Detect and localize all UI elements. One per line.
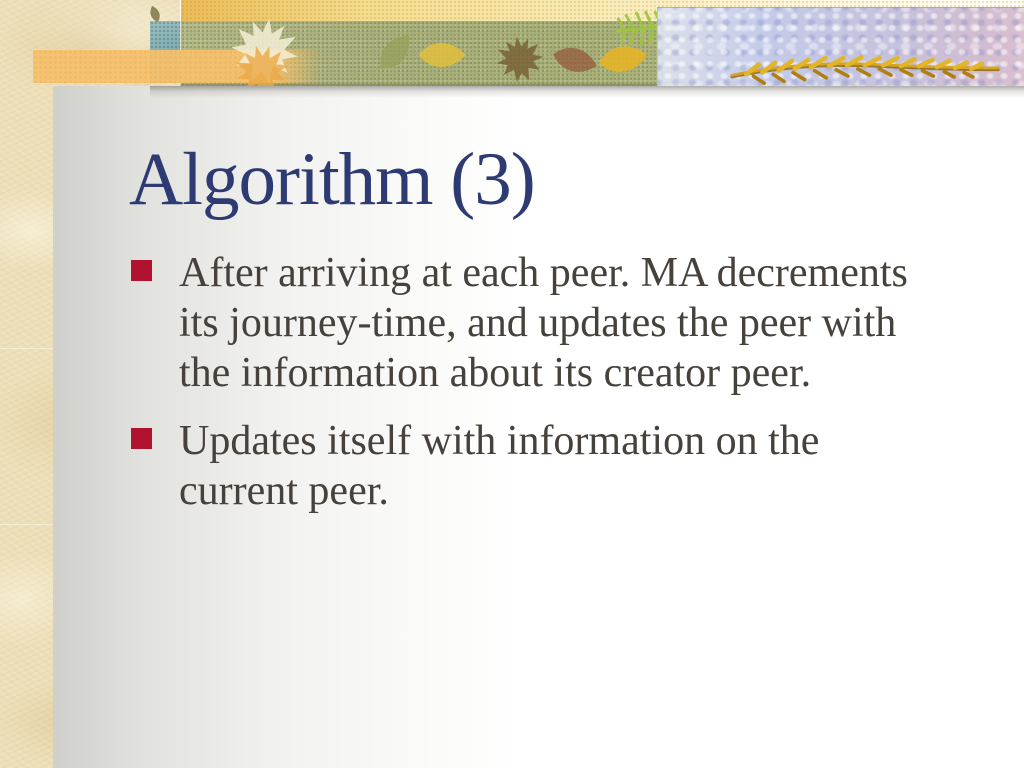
bullet-list	[131, 248, 943, 516]
header-drop-shadow	[150, 86, 1024, 98]
bullet-text: Updates itself with information on the current peer.	[179, 418, 820, 514]
texture-seam	[0, 524, 53, 525]
bullet-item	[131, 416, 943, 516]
slide-title: Algorithm (3)	[129, 138, 535, 221]
bullet-square-icon	[131, 260, 152, 281]
golden-wheat-branch-icon	[712, 50, 1018, 86]
texture-seam	[0, 348, 53, 349]
bullet-text: After arriving at each peer. MA decrements its journey-time, and updates the peer with the information about its creator peer.	[179, 250, 908, 396]
bullet-square-icon	[131, 428, 152, 449]
yellow-leaf-icon	[417, 29, 467, 81]
header-collage	[0, 0, 1024, 86]
bullet-item	[131, 248, 943, 398]
